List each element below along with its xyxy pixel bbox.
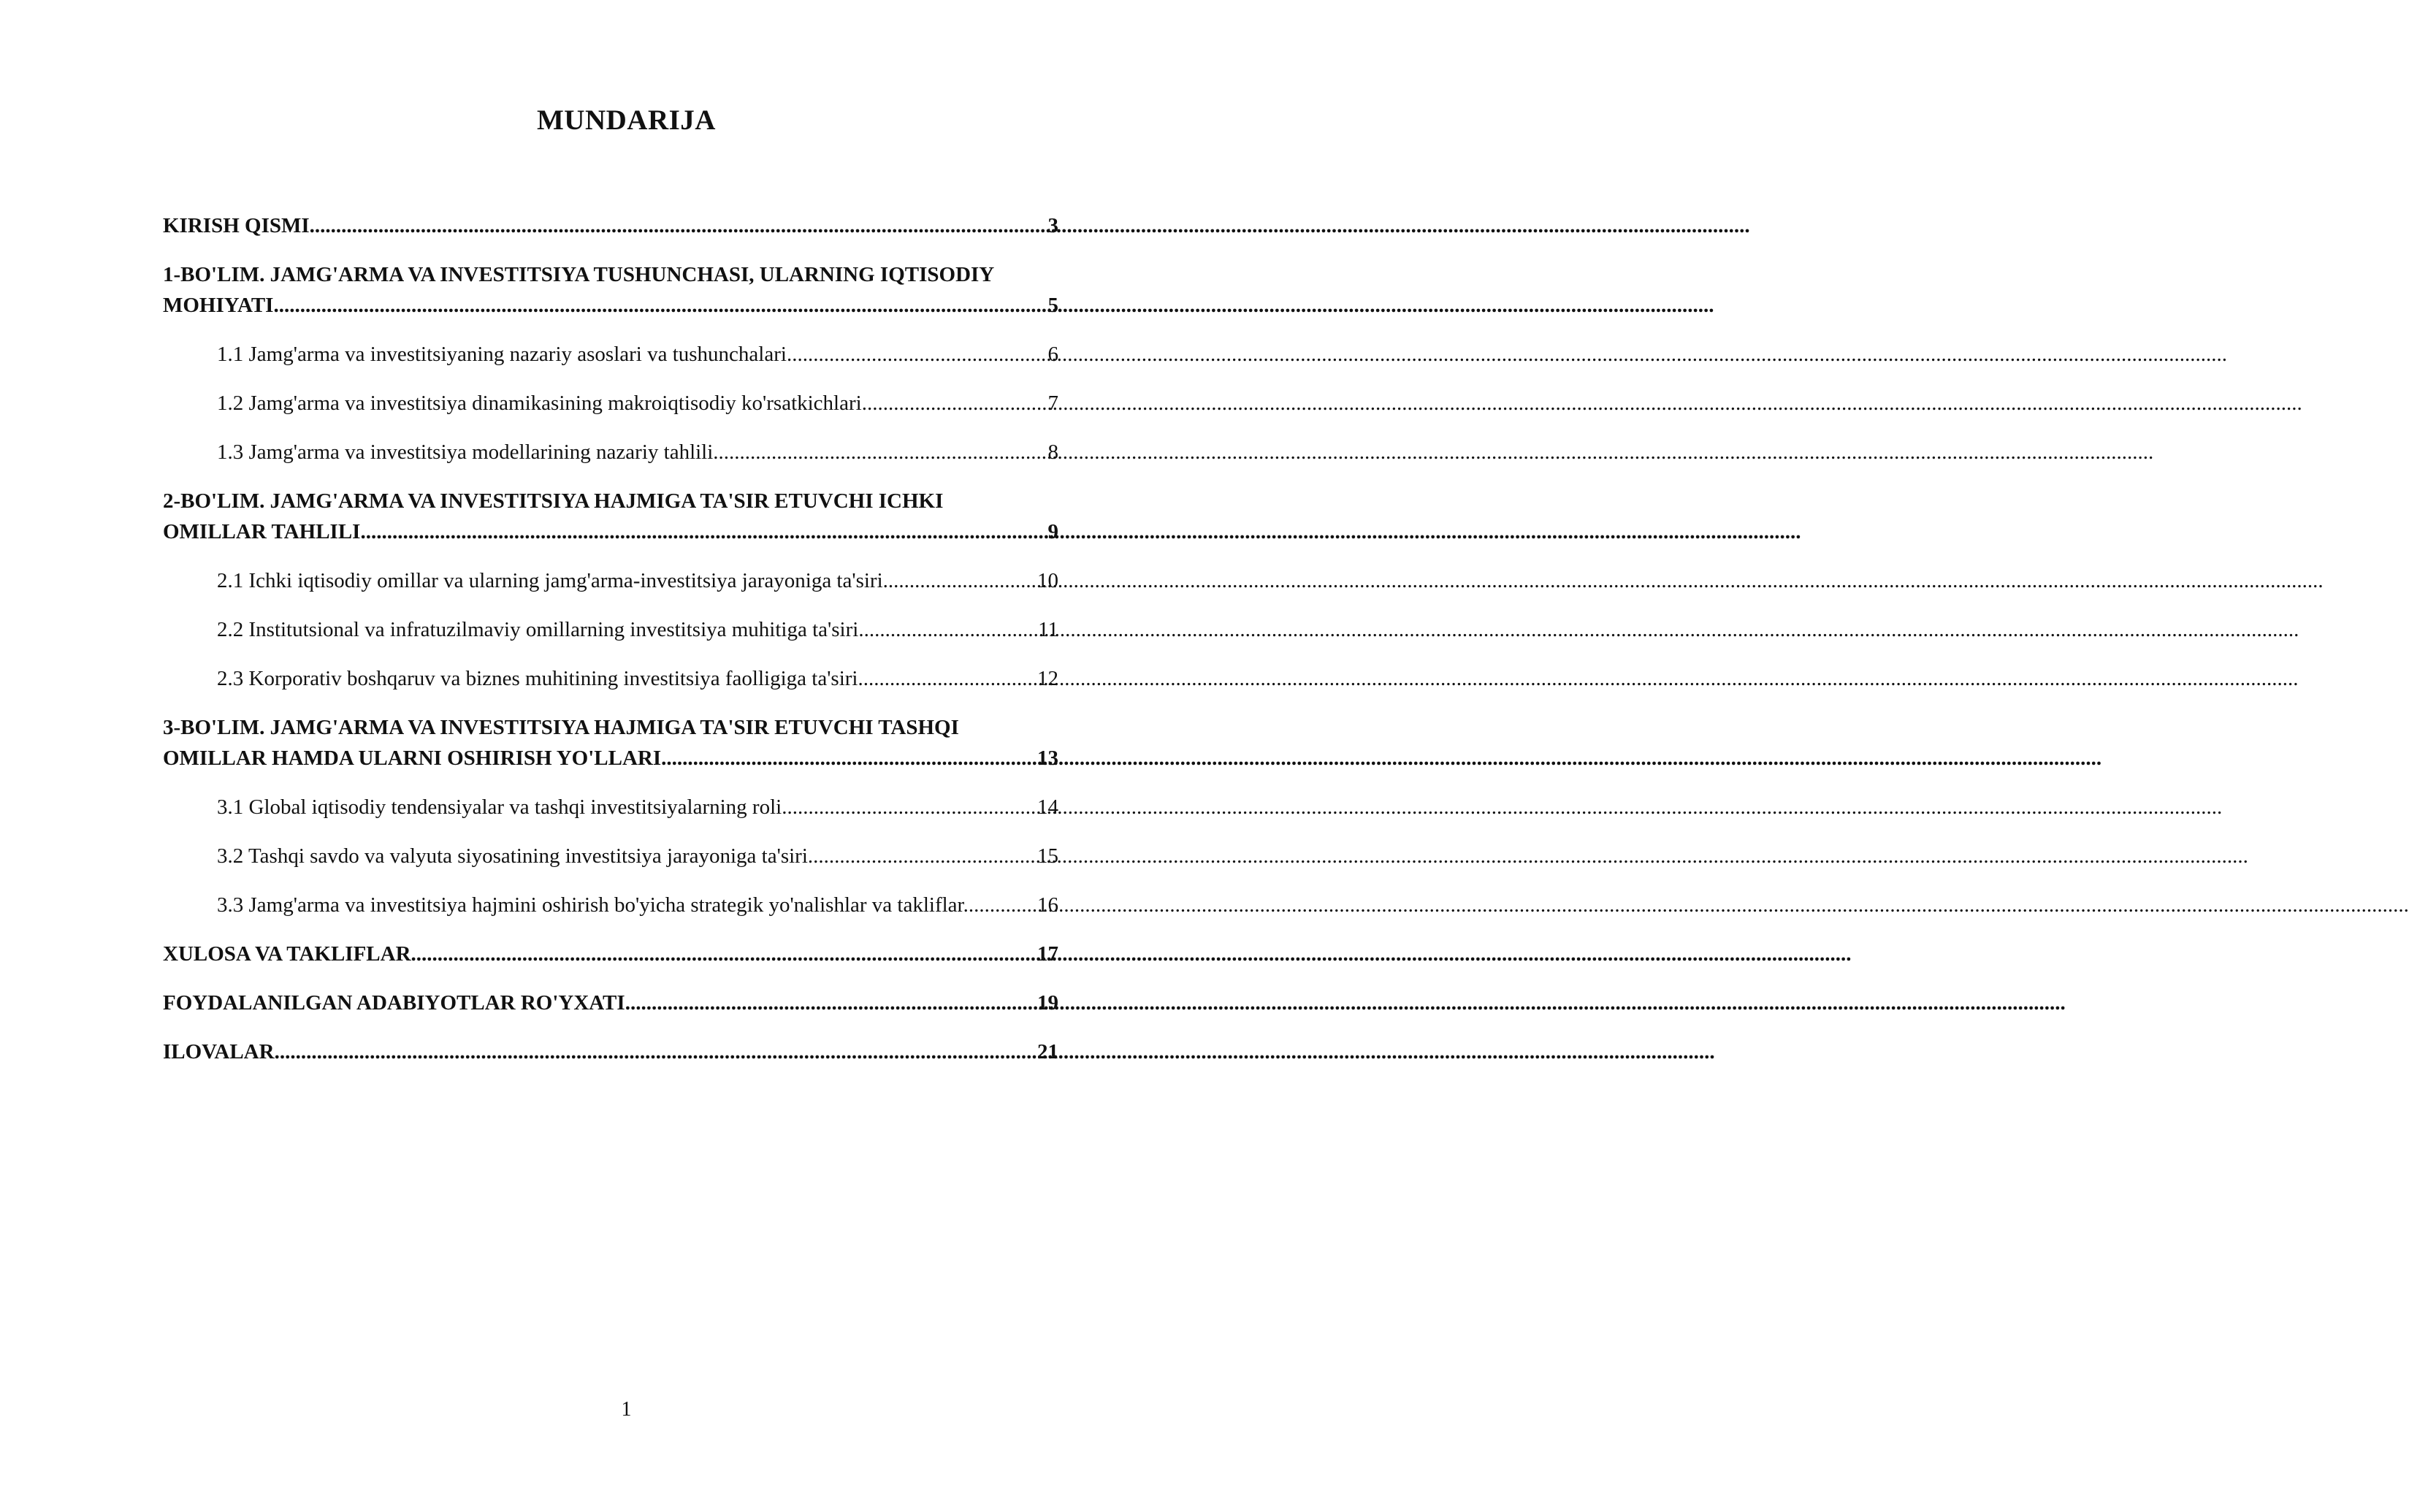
dot-leader — [862, 388, 1047, 419]
dot-leader — [787, 339, 1047, 370]
dot-leader — [782, 792, 1036, 822]
dot-leader — [713, 437, 1046, 467]
toc-subsection-entry[interactable] — [163, 792, 1058, 822]
toc-subsection-entry[interactable] — [163, 437, 1058, 467]
dot-leader — [625, 988, 1036, 1018]
dot-leader — [275, 1036, 1036, 1067]
dot-leader — [310, 210, 1047, 241]
toc-entry-title: ILOVALAR — [163, 1040, 275, 1064]
toc-entry-heading-line: 2-BO'LIM. JAMG'ARMA VA INVESTITSIYA HAJMIGA TA'SIR ETUVCHI ICHKI — [163, 489, 944, 513]
toc-entry-title: FOYDALANILGAN ADABIYOTLAR RO'YXATI — [163, 991, 625, 1015]
toc-page-number: 19 — [1037, 991, 1058, 1015]
toc-entry-title: OMILLAR TAHLILI — [163, 520, 361, 543]
toc-section-entry[interactable] — [163, 259, 1058, 321]
document-page — [0, 0, 1169, 1512]
toc-subsection-entry[interactable] — [163, 890, 1058, 920]
toc-page-number: 17 — [1037, 942, 1058, 966]
toc-page-number: 21 — [1037, 1040, 1058, 1064]
toc-entry-title: 3.2 Tashqi savdo va valyuta siyosatining investitsiya jarayoniga ta'siri — [217, 844, 808, 868]
dot-leader — [969, 890, 1036, 920]
toc-entry-title: 1.2 Jamg'arma va investitsiya dinamikasining makroiqtisodiy ko'rsatkichlari — [217, 392, 862, 415]
toc-page-number: 6 — [1047, 343, 1058, 366]
toc-subsection-entry[interactable] — [163, 614, 1058, 645]
dot-leader — [858, 663, 1036, 694]
dot-leader — [858, 614, 1036, 645]
dot-leader — [411, 939, 1036, 969]
dot-leader — [273, 290, 1046, 321]
toc-section-entry[interactable] — [163, 988, 1058, 1018]
toc-subsection-entry[interactable] — [163, 339, 1058, 370]
dot-leader — [808, 841, 1036, 871]
toc-page-number: 7 — [1047, 392, 1058, 415]
toc-section-entry[interactable] — [163, 210, 1058, 241]
toc-page-number: 12 — [1037, 667, 1058, 690]
toc-page-number: 15 — [1037, 844, 1058, 868]
toc-subsection-entry[interactable] — [163, 663, 1058, 694]
toc-entry-title: OMILLAR HAMDA ULARNI OSHIRISH YO'LLARI — [163, 747, 662, 770]
toc-section-entry[interactable] — [163, 1036, 1058, 1067]
toc-page-number: 10 — [1037, 569, 1058, 592]
toc-entry-title: 2.3 Korporativ boshqaruv va biznes muhitining investitsiya faolligiga ta'siri — [217, 667, 858, 690]
toc-section-entry[interactable] — [163, 486, 1058, 547]
toc-subsection-entry[interactable] — [163, 841, 1058, 871]
dot-leader — [360, 516, 1046, 547]
toc-page-number: 13 — [1037, 747, 1058, 770]
toc-entry-title: 1.1 Jamg'arma va investitsiyaning nazariy asoslari va tushunchalari — [217, 343, 787, 366]
toc-subsection-entry[interactable] — [163, 565, 1058, 596]
toc-entry-heading-line: 1-BO'LIM. JAMG'ARMA VA INVESTITSIYA TUSHUNCHASI, ULARNING IQTISODIY — [163, 263, 995, 286]
dot-leader — [883, 565, 1036, 596]
dot-leader — [661, 743, 1036, 774]
toc-entry-title: 1.3 Jamg'arma va investitsiya modellarining nazariy tahlili — [217, 440, 714, 464]
toc-subsection-entry[interactable] — [163, 388, 1058, 419]
toc-page-number: 14 — [1037, 795, 1058, 819]
toc-section-entry[interactable] — [163, 712, 1058, 774]
toc-page-number: 5 — [1047, 294, 1058, 317]
toc-entry-title: XULOSA VA TAKLIFLAR — [163, 942, 411, 966]
toc-entry-title: MOHIYATI — [163, 294, 274, 317]
toc-entry-title: 2.2 Institutsional va infratuzilmaviy omillarning investitsiya muhitiga ta'siri — [217, 618, 859, 641]
toc-section-entry[interactable] — [163, 939, 1058, 969]
toc-entry-title: 3.1 Global iqtisodiy tendensiyalar va tashqi investitsiyalarning roli — [217, 795, 782, 819]
toc-page-number: 11 — [1038, 618, 1058, 641]
toc-page-number: 3 — [1047, 214, 1058, 237]
page-title: MUNDARIJA — [537, 104, 716, 136]
toc-entry-title: 2.1 Ichki iqtisodiy omillar va ularning jamg'arma-investitsiya jarayoniga ta'siri — [217, 569, 883, 592]
toc-entry-title: 3.3 Jamg'arma va investitsiya hajmini oshirish bo'yicha strategik yo'nalishlar va takliflar. — [217, 893, 969, 917]
toc-entry-heading-line: 3-BO'LIM. JAMG'ARMA VA INVESTITSIYA HAJMIGA TA'SIR ETUVCHI TASHQI — [163, 716, 959, 739]
toc-page-number: 8 — [1047, 440, 1058, 464]
page-number: 1 — [621, 1398, 632, 1421]
toc-page-number: 9 — [1047, 520, 1058, 543]
table-of-contents — [163, 210, 1058, 1085]
toc-entry-title: KIRISH QISMI — [163, 214, 310, 237]
toc-page-number: 16 — [1037, 893, 1058, 917]
